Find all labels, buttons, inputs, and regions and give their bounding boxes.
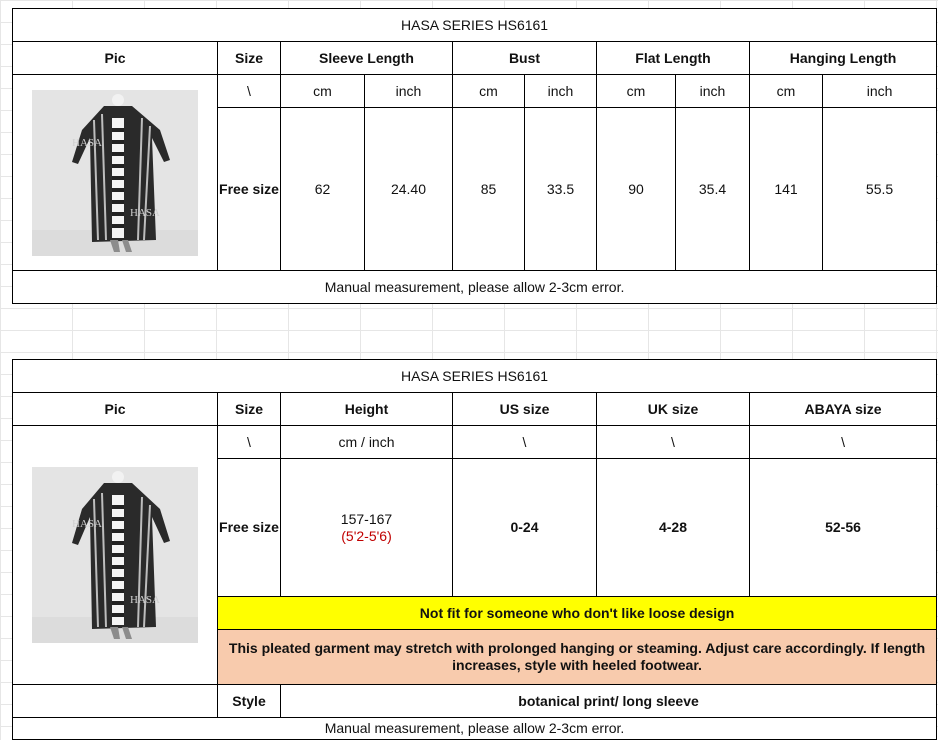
header-size: Size xyxy=(218,42,281,75)
photo-watermark: HASA xyxy=(130,206,160,219)
unit-sleeve-cm: cm xyxy=(281,75,365,108)
header-bust: Bust xyxy=(453,42,597,75)
us-size-value: 0-24 xyxy=(453,459,597,597)
photo-watermark: HASA xyxy=(130,594,160,606)
unit-size: \ xyxy=(218,75,281,108)
product-photo xyxy=(32,90,198,256)
unit-us: \ xyxy=(453,426,597,459)
table-title: HASA SERIES HS6161 xyxy=(13,9,937,42)
photo-watermark: HASA xyxy=(72,136,102,149)
size-table-fit xyxy=(12,359,937,740)
unit-bust-cm: cm xyxy=(453,75,525,108)
abaya-size-value: 52-56 xyxy=(750,459,937,597)
height-ft: (5'2-5'6) xyxy=(341,527,392,544)
header-sleeve-length: Sleeve Length xyxy=(281,42,453,75)
sleeve-inch-value: 24.40 xyxy=(365,108,453,271)
unit-height: cm / inch xyxy=(281,426,453,459)
hanging-inch-value: 55.5 xyxy=(823,108,937,271)
style-blank xyxy=(13,685,218,718)
header-abaya-size: ABAYA size xyxy=(750,393,937,426)
unit-bust-inch: inch xyxy=(525,75,597,108)
unit-flat-inch: inch xyxy=(676,75,750,108)
header-us-size: US size xyxy=(453,393,597,426)
bust-cm-value: 85 xyxy=(453,108,525,271)
unit-uk: \ xyxy=(597,426,750,459)
row-size: Free size xyxy=(218,108,281,271)
unit-hanging-inch: inch xyxy=(823,75,937,108)
uk-size-value: 4-28 xyxy=(597,459,750,597)
header-uk-size: UK size xyxy=(597,393,750,426)
header-hanging-length: Hanging Length xyxy=(750,42,937,75)
product-photo-cell xyxy=(13,75,218,271)
header-size: Size xyxy=(218,393,281,426)
product-photo-cell xyxy=(13,426,218,685)
unit-sleeve-inch: inch xyxy=(365,75,453,108)
row-size: Free size xyxy=(218,459,281,597)
measurement-note: Manual measurement, please allow 2-3cm error. xyxy=(13,718,937,740)
sleeve-cm-value: 62 xyxy=(281,108,365,271)
hanging-cm-value: 141 xyxy=(750,108,823,271)
style-label: Style xyxy=(218,685,281,718)
header-pic: Pic xyxy=(13,42,218,75)
bust-inch-value: 33.5 xyxy=(525,108,597,271)
unit-abaya: \ xyxy=(750,426,937,459)
height-cm: 157-167 xyxy=(340,510,393,527)
measurement-note: Manual measurement, please allow 2-3cm error. xyxy=(13,271,937,304)
flat-inch-value: 35.4 xyxy=(676,108,750,271)
unit-size: \ xyxy=(218,426,281,459)
header-height: Height xyxy=(281,393,453,426)
unit-flat-cm: cm xyxy=(597,75,676,108)
style-value: botanical print/ long sleeve xyxy=(281,685,937,718)
size-table-measurements xyxy=(12,8,937,304)
flat-cm-value: 90 xyxy=(597,108,676,271)
header-pic: Pic xyxy=(13,393,218,426)
header-flat-length: Flat Length xyxy=(597,42,750,75)
height-value xyxy=(281,459,453,597)
photo-watermark: HASA xyxy=(72,518,102,530)
product-photo xyxy=(32,467,198,643)
unit-hanging-cm: cm xyxy=(750,75,823,108)
care-notice: This pleated garment may stretch with prolonged hanging or steaming. Adjust care accordingly. If length increases, style with heeled footwear. xyxy=(218,630,937,685)
fit-warning-notice: Not fit for someone who don't like loose design xyxy=(218,597,937,630)
table-title: HASA SERIES HS6161 xyxy=(13,360,937,393)
